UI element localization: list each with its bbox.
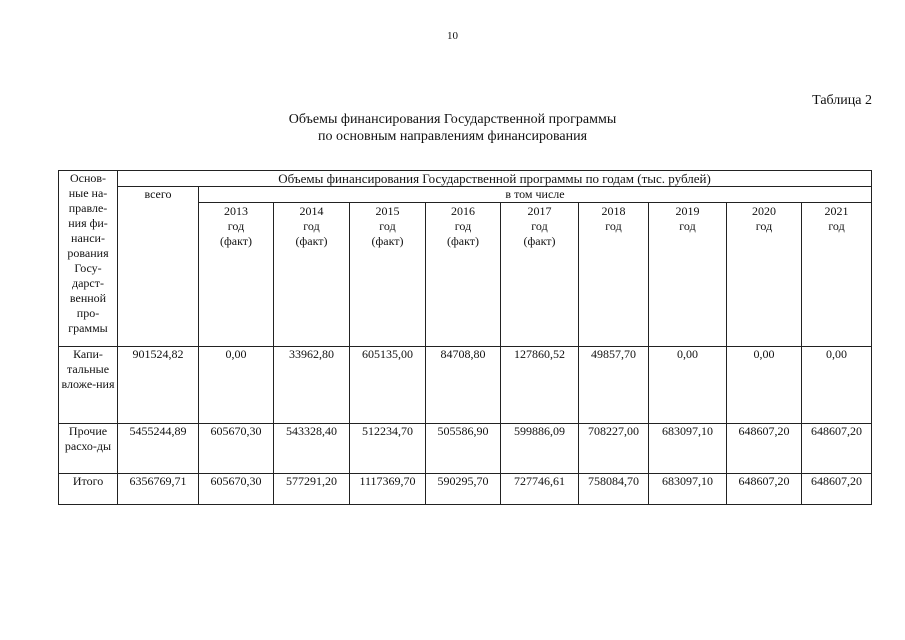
cell-2020: 0,00 [727,347,802,424]
cell-2015: 512234,70 [350,424,426,474]
table-title [0,111,905,145]
year-header-2017: 2017 год (факт) [501,203,579,347]
row-total [59,474,872,505]
cell-2017: 127860,52 [501,347,579,424]
year-header-2013: 2013 год (факт) [199,203,274,347]
cell-2015: 605135,00 [350,347,426,424]
cell-2013: 0,00 [199,347,274,424]
cell-2021: 0,00 [802,347,872,424]
cell-2017: 599886,09 [501,424,579,474]
title-line-2: по основным направлениям финансирования [317,129,588,144]
cell-2015: 1117369,70 [350,474,426,505]
header-including: в том числе [199,187,872,203]
cell-2014: 577291,20 [274,474,350,505]
page-number: 10 [447,30,458,42]
header-row-sub [59,187,872,203]
cell-2019: 0,00 [649,347,727,424]
cell-total: 901524,82 [118,347,199,424]
cell-2016: 505586,90 [426,424,501,474]
header-total: всего [118,187,199,347]
cell-total: 5455244,89 [118,424,199,474]
cell-2018: 758084,70 [579,474,649,505]
table-label: Таблица 2 [812,93,872,108]
cell-2014: 543328,40 [274,424,350,474]
cell-2016: 84708,80 [426,347,501,424]
cell-2019: 683097,10 [649,424,727,474]
financing-table [58,170,872,505]
header-row-main [59,171,872,187]
year-header-2016: 2016 год (факт) [426,203,501,347]
cell-total: 6356769,71 [118,474,199,505]
cell-2021: 648607,20 [802,424,872,474]
row-label: Прочие расхо-ды [59,424,118,474]
cell-2013: 605670,30 [199,474,274,505]
row-capital-investments [59,347,872,424]
cell-2018: 708227,00 [579,424,649,474]
year-header-2020: 2020 год [727,203,802,347]
cell-2019: 683097,10 [649,474,727,505]
cell-2018: 49857,70 [579,347,649,424]
row-other-expenses [59,424,872,474]
cell-2021: 648607,20 [802,474,872,505]
cell-2020: 648607,20 [727,474,802,505]
cell-2020: 648607,20 [727,424,802,474]
title-line-1: Объемы финансирования Государственной программы [288,112,617,127]
row-label: Итого [59,474,118,505]
year-header-2015: 2015 год (факт) [350,203,426,347]
cell-2013: 605670,30 [199,424,274,474]
cell-2016: 590295,70 [426,474,501,505]
year-header-2014: 2014 год (факт) [274,203,350,347]
year-header-2019: 2019 год [649,203,727,347]
year-header-2021: 2021 год [802,203,872,347]
cell-2014: 33962,80 [274,347,350,424]
year-header-2018: 2018 год [579,203,649,347]
header-direction: Основ-ные на-правле-ния фи-нанси-рования Госу-дарст-венной про-граммы [59,171,118,347]
row-label: Капи-тальные вложе-ния [59,347,118,424]
header-volumes: Объемы финансирования Государственной программы по годам (тыс. рублей) [118,171,872,187]
cell-2017: 727746,61 [501,474,579,505]
